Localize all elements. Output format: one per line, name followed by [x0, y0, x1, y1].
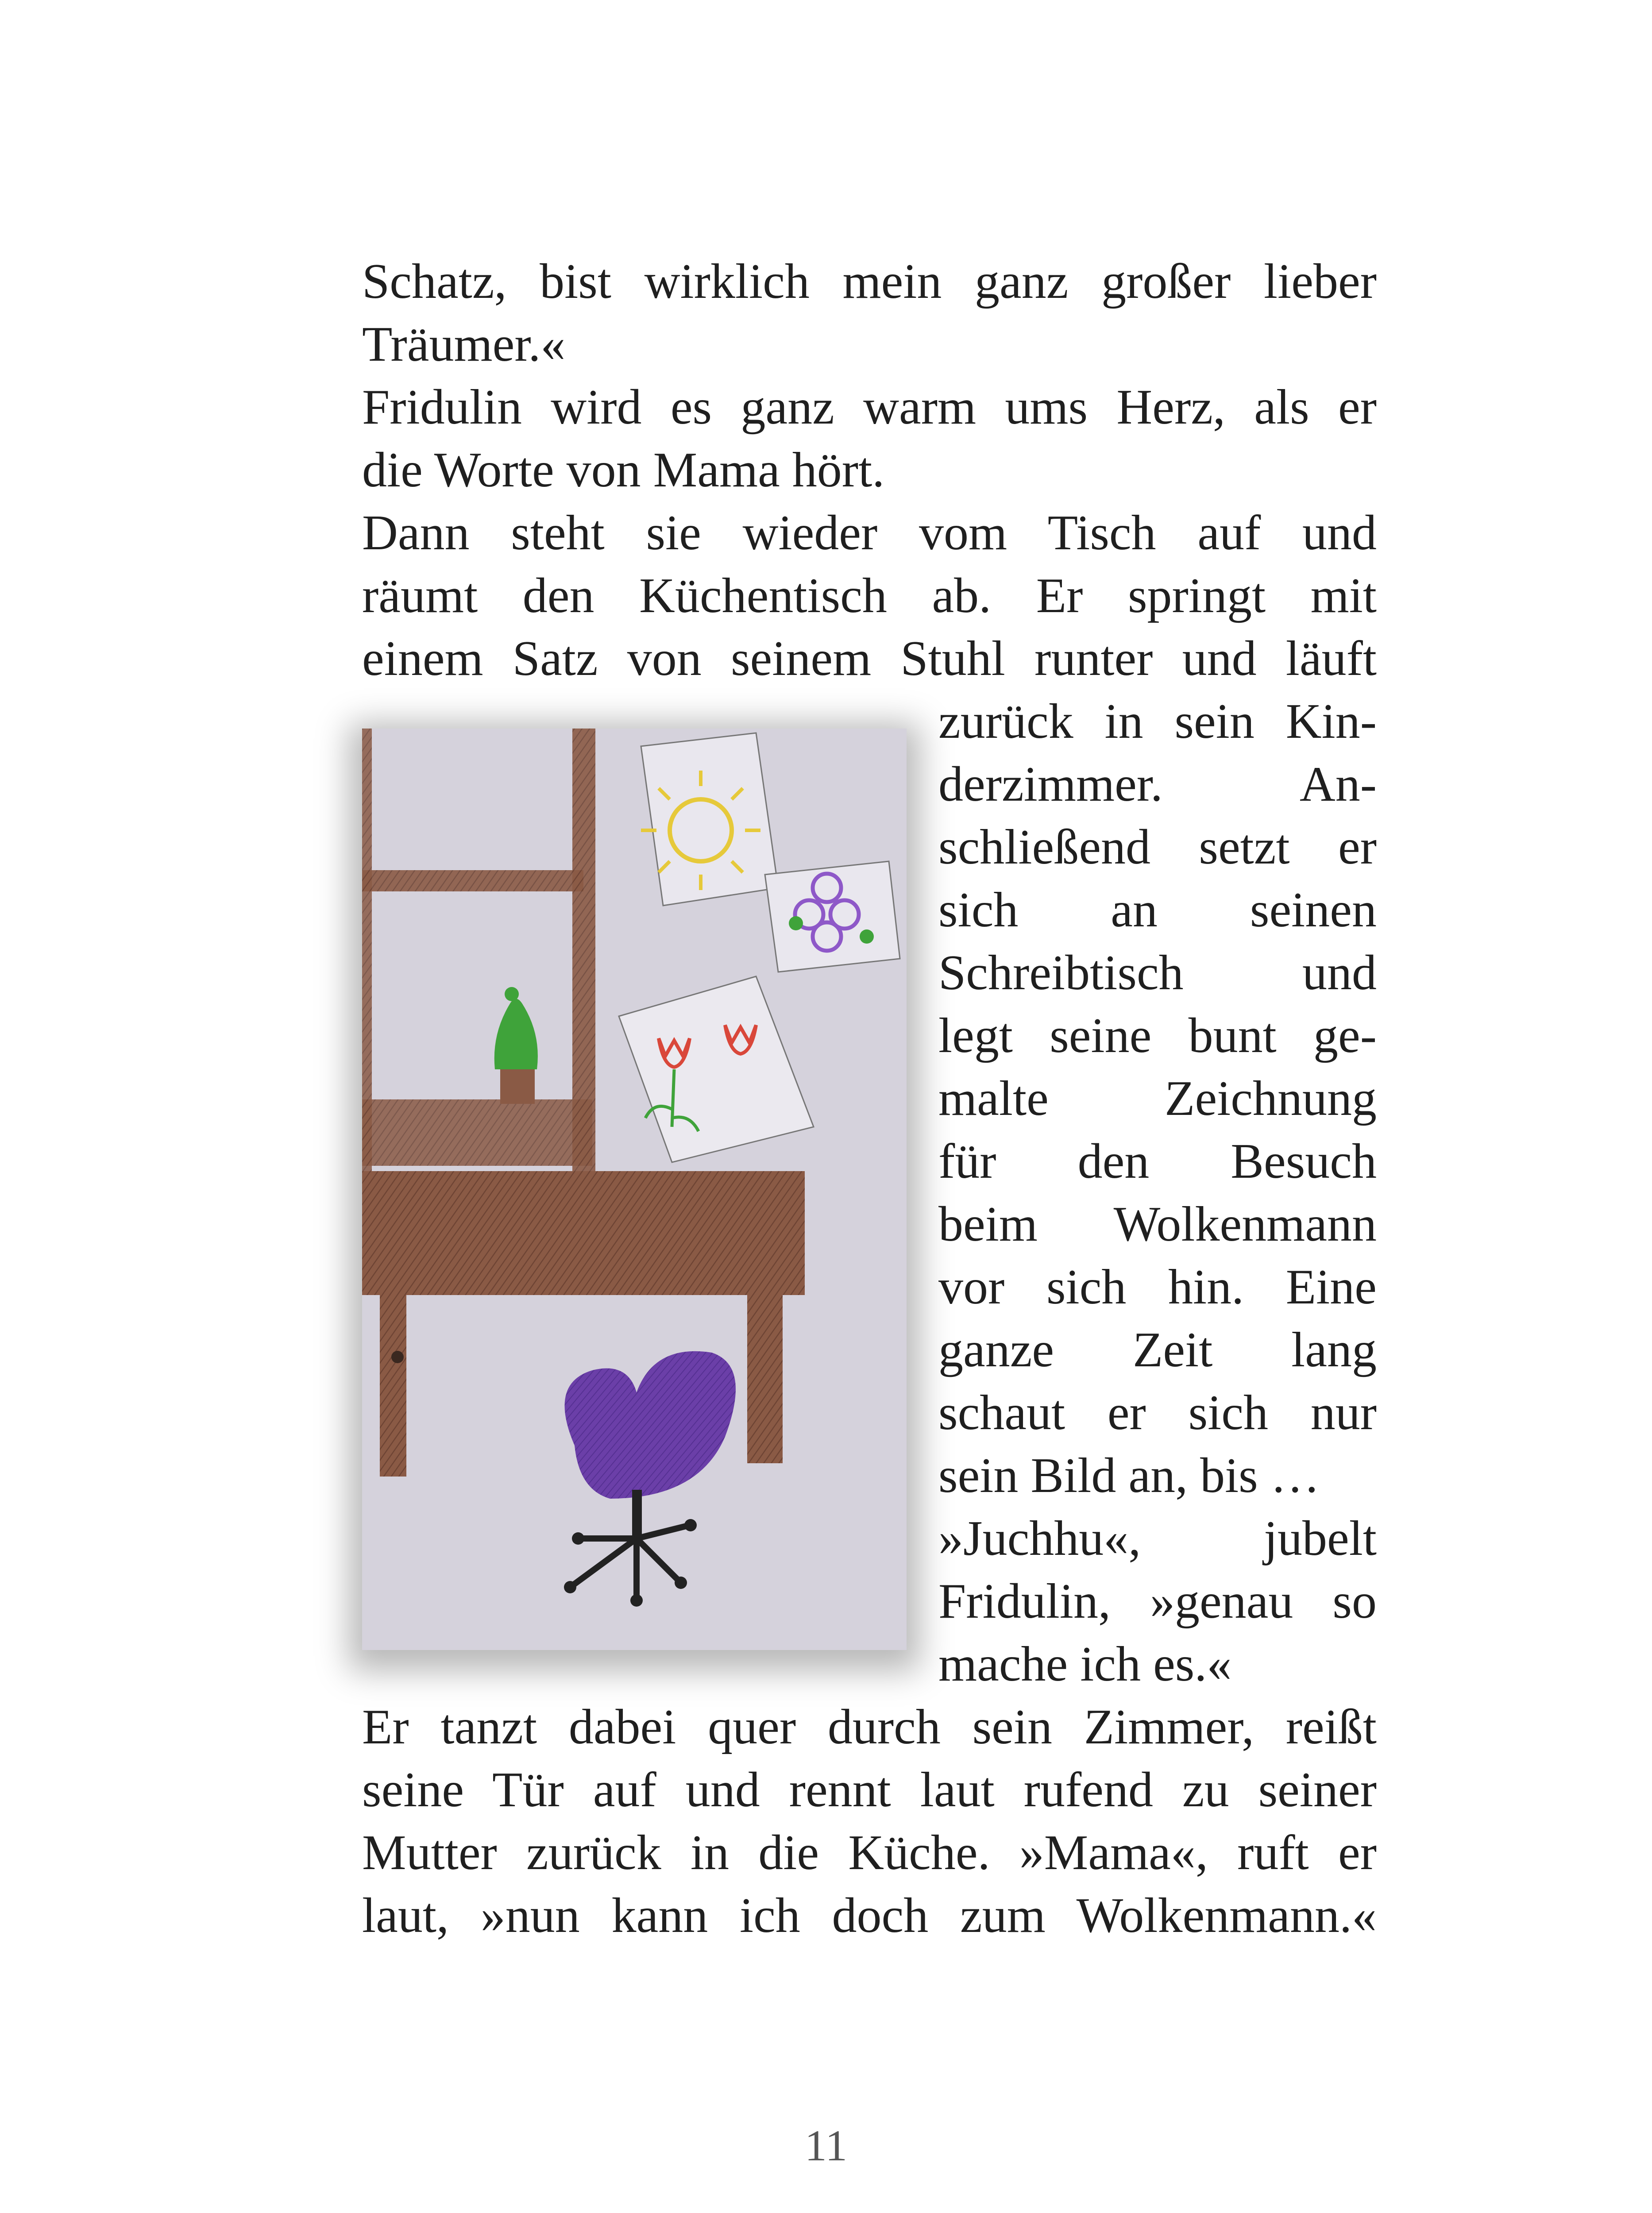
text-line: Dann steht sie wieder vom Tisch auf und — [362, 505, 1377, 560]
text-line: malte Zeichnung — [938, 1071, 1377, 1126]
text-line: die Worte von Mama hört. — [362, 443, 885, 497]
text-line: sich an seinen — [938, 883, 1377, 937]
text-line: mache ich es.« — [938, 1637, 1232, 1692]
text-line: Träumer.« — [362, 317, 566, 372]
text-line: seine Tür auf und rennt laut rufend zu seiner — [362, 1762, 1377, 1817]
text-line: Schatz, bist wirklich mein ganz großer lieber — [362, 254, 1377, 309]
text-line: Fridulin wird es ganz warm ums Herz, als er — [362, 380, 1377, 435]
text-line: Er tanzt dabei quer durch sein Zimmer, reißt — [362, 1700, 1377, 1754]
text-line: einem Satz von seinem Stuhl runter und läuft — [362, 631, 1377, 686]
text-line: schließend setzt er — [938, 820, 1377, 875]
page-number: 11 — [804, 2121, 848, 2170]
text-line: Schreibtisch und — [938, 945, 1377, 1000]
text-line: sein Bild an, bis … — [938, 1448, 1320, 1503]
text-line: ganze Zeit lang — [938, 1322, 1377, 1377]
text-line: Fridulin, »genau so — [938, 1574, 1377, 1629]
text-line: beim Wolkenmann — [938, 1197, 1377, 1252]
text-line: laut, »nun kann ich doch zum Wolkenmann.« — [362, 1888, 1377, 1943]
child-drawing-illustration — [362, 729, 907, 1650]
text-line: für den Besuch — [938, 1134, 1377, 1189]
child-drawing-desk-chair-icon — [362, 729, 907, 1650]
text-line: räumt den Küchentisch ab. Er springt mit — [362, 568, 1377, 623]
text-line: schaut er sich nur — [938, 1385, 1377, 1440]
text-line: »Juchhu«, jubelt — [938, 1511, 1377, 1566]
text-line: legt seine bunt ge- — [938, 1008, 1377, 1063]
text-line: Mutter zurück in die Küche. »Mama«, ruft er — [362, 1825, 1377, 1880]
text-line: vor sich hin. Eine — [938, 1260, 1377, 1315]
text-line: zurück in sein Kin- — [938, 694, 1377, 749]
text-line: derzimmer. An- — [938, 757, 1377, 812]
